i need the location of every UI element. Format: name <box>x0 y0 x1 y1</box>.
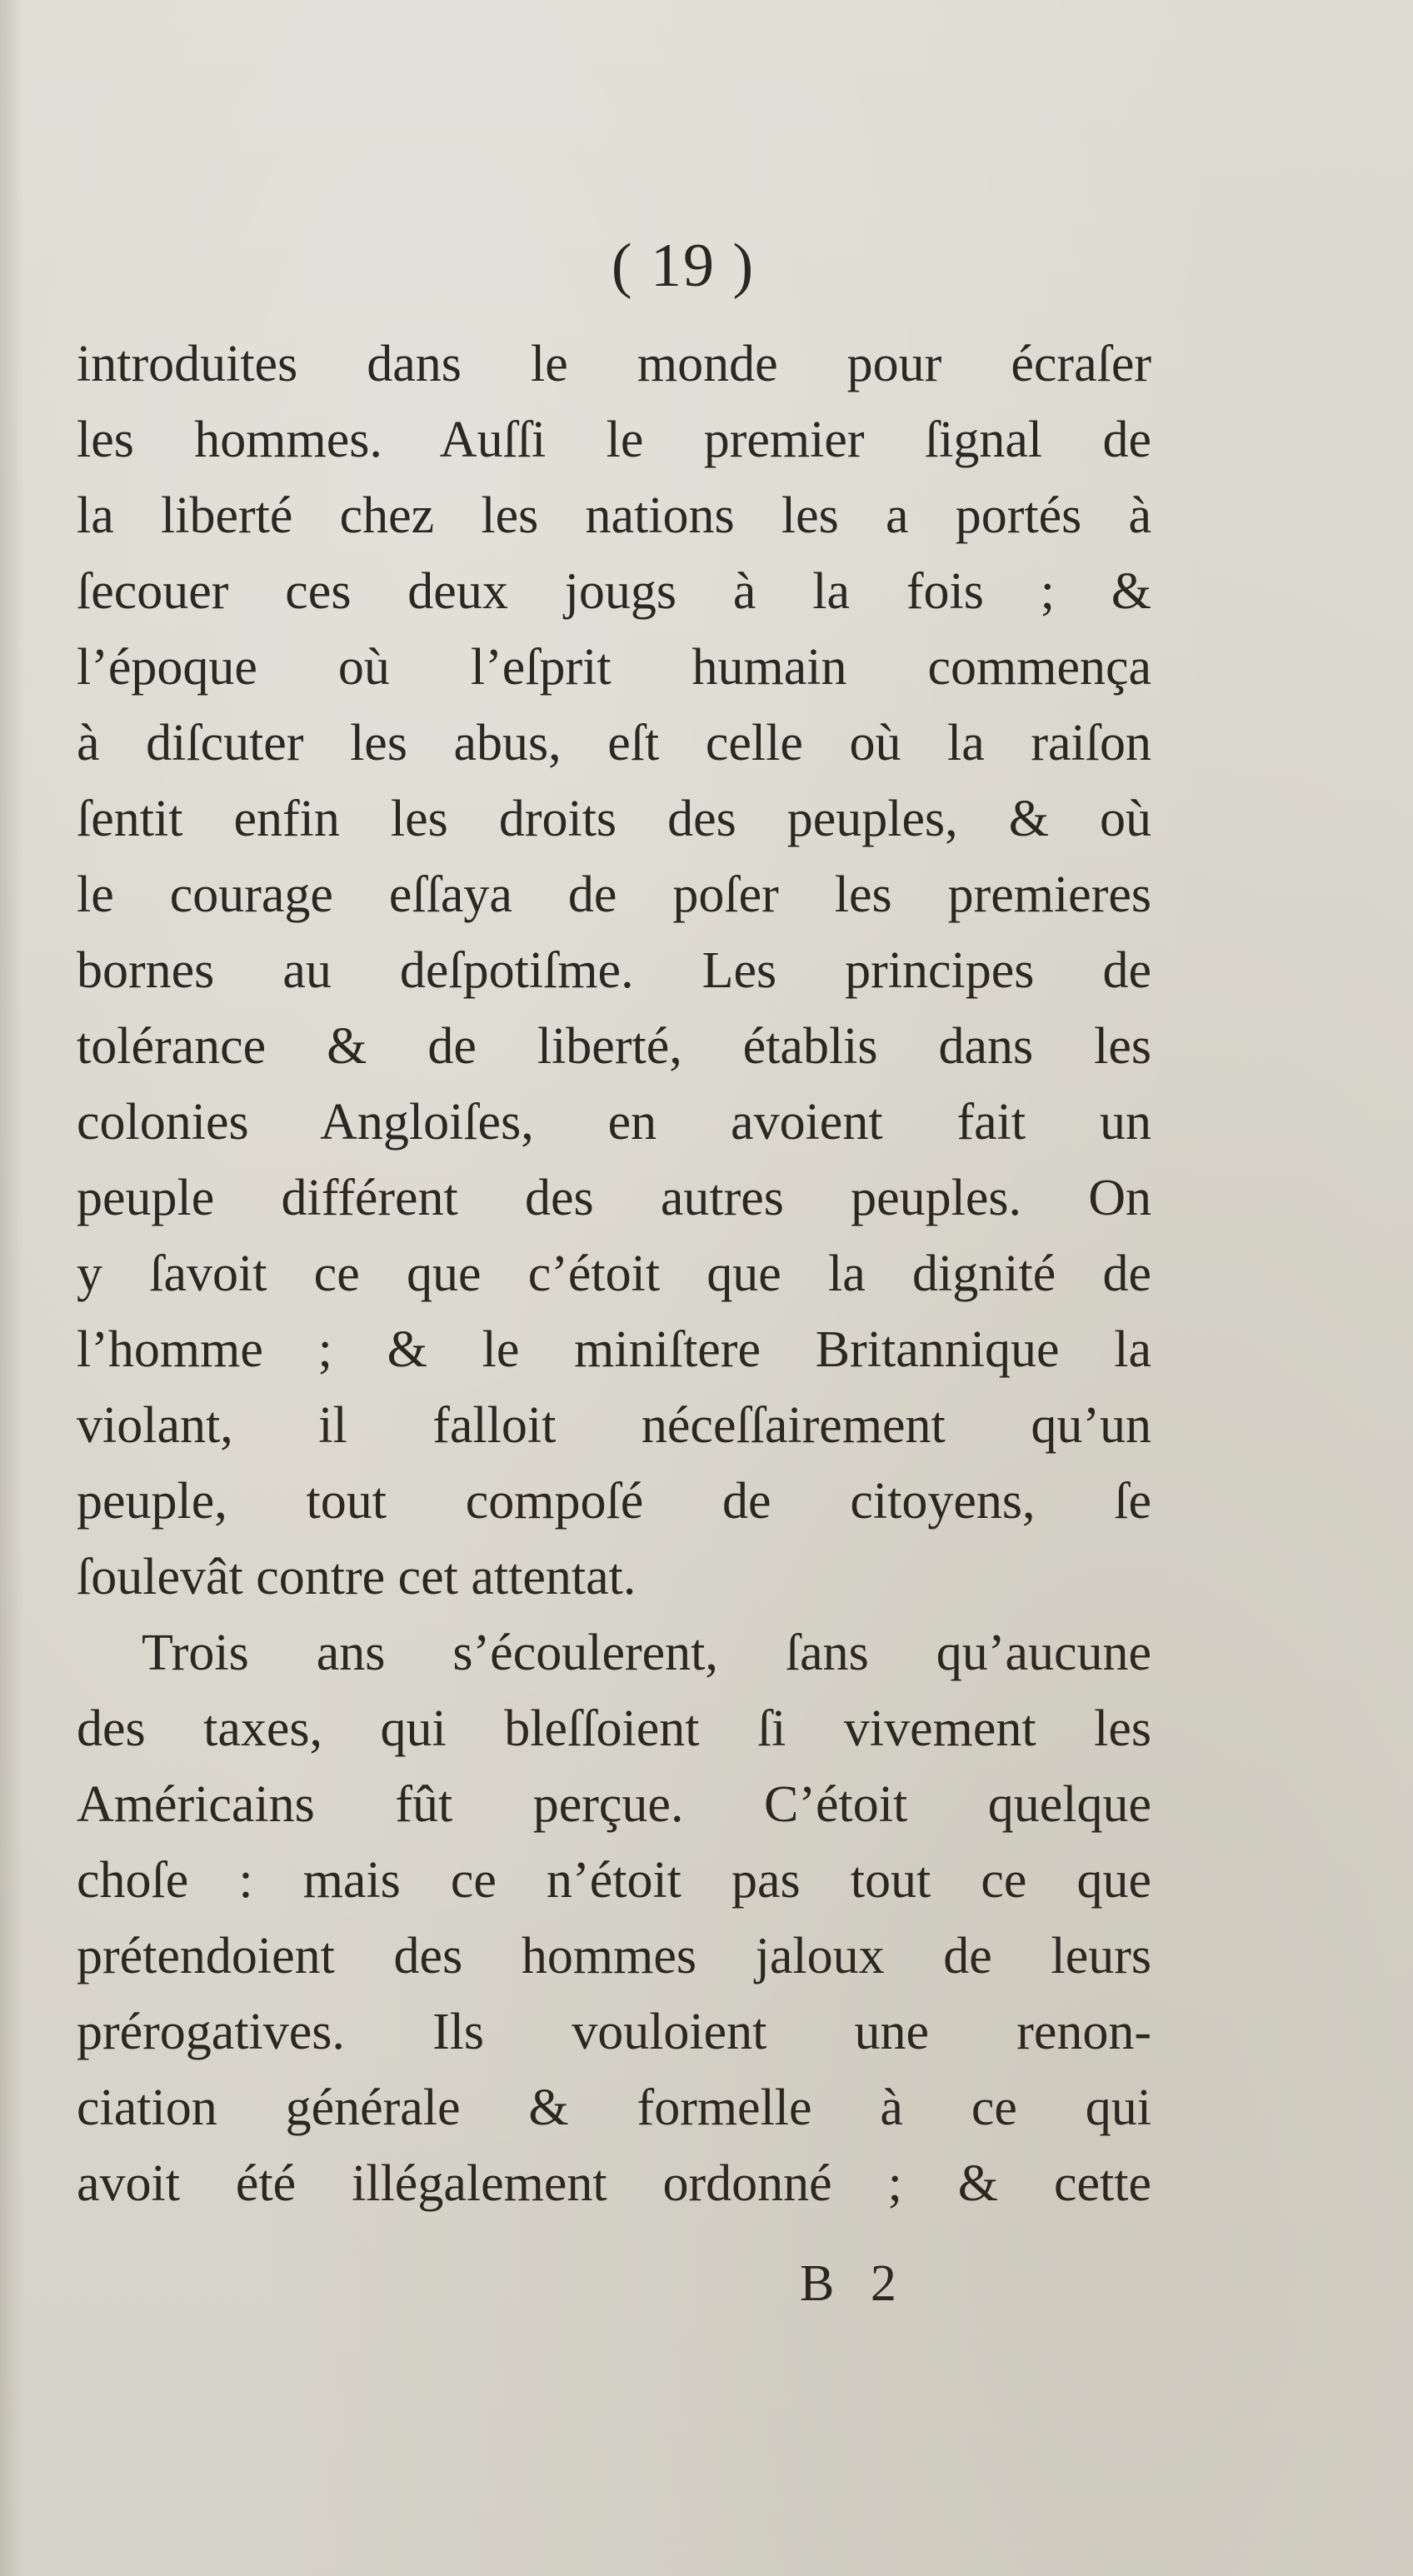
signature-mark: B 2 <box>800 2255 908 2312</box>
text-line: à diſcuter les abus, eſt celle où la raiſon <box>77 715 1151 771</box>
paragraph-start-line: Trois ans s’écoulerent, ſans qu’aucune <box>142 1625 1151 1681</box>
text-line: colonies Angloiſes, en avoient fait un <box>77 1094 1151 1151</box>
text-line: avoit été illégalement ordonné ; & cette <box>77 2155 1151 2212</box>
text-line: peuple différent des autres peuples. On <box>77 1170 1151 1226</box>
text-line: Américains fût perçue. C’étoit quelque <box>77 1776 1151 1833</box>
text-line: ſecouer ces deux jougs à la fois ; & <box>77 563 1151 620</box>
text-line: violant, il falloit néceſſairement qu’un <box>77 1397 1151 1454</box>
text-line: le courage eſſaya de poſer les premieres <box>77 866 1151 923</box>
text-line: tolérance & de liberté, établis dans les <box>77 1018 1151 1075</box>
page-number: ( 19 ) <box>611 232 756 300</box>
text-line: la liberté chez les nations les a portés à <box>77 487 1151 544</box>
text-line: y ſavoit ce que c’étoit que la dignité de <box>77 1246 1151 1302</box>
paragraph-end-line: ſoulevât contre cet attentat. <box>77 1549 637 1605</box>
text-line: l’homme ; & le miniſtere Britannique la <box>77 1321 1151 1378</box>
text-line: prétendoient des hommes jaloux de leurs <box>77 1928 1151 1984</box>
text-line: l’époque où l’eſprit humain commença <box>77 639 1151 696</box>
text-line: ſentit enfin les droits des peuples, & où <box>77 791 1151 847</box>
text-line: ciation générale & formelle à ce qui <box>77 2079 1151 2136</box>
text-line: introduites dans le monde pour écraſer <box>77 336 1151 392</box>
text-line: bornes au deſpotiſme. Les principes de <box>77 942 1151 999</box>
text-line: choſe : mais ce n’étoit pas tout ce que <box>77 1852 1151 1909</box>
text-line: peuple, tout compoſé de citoyens, ſe <box>77 1473 1151 1530</box>
text-line: prérogatives. Ils vouloient une renon- <box>77 2004 1151 2060</box>
gutter-shadow <box>0 0 23 2576</box>
body-text <box>77 327 1151 2222</box>
text-line: les hommes. Auſſi le premier ſignal de <box>77 412 1151 468</box>
text-line: des taxes, qui bleſſoient ſi vivement les <box>77 1700 1151 1757</box>
